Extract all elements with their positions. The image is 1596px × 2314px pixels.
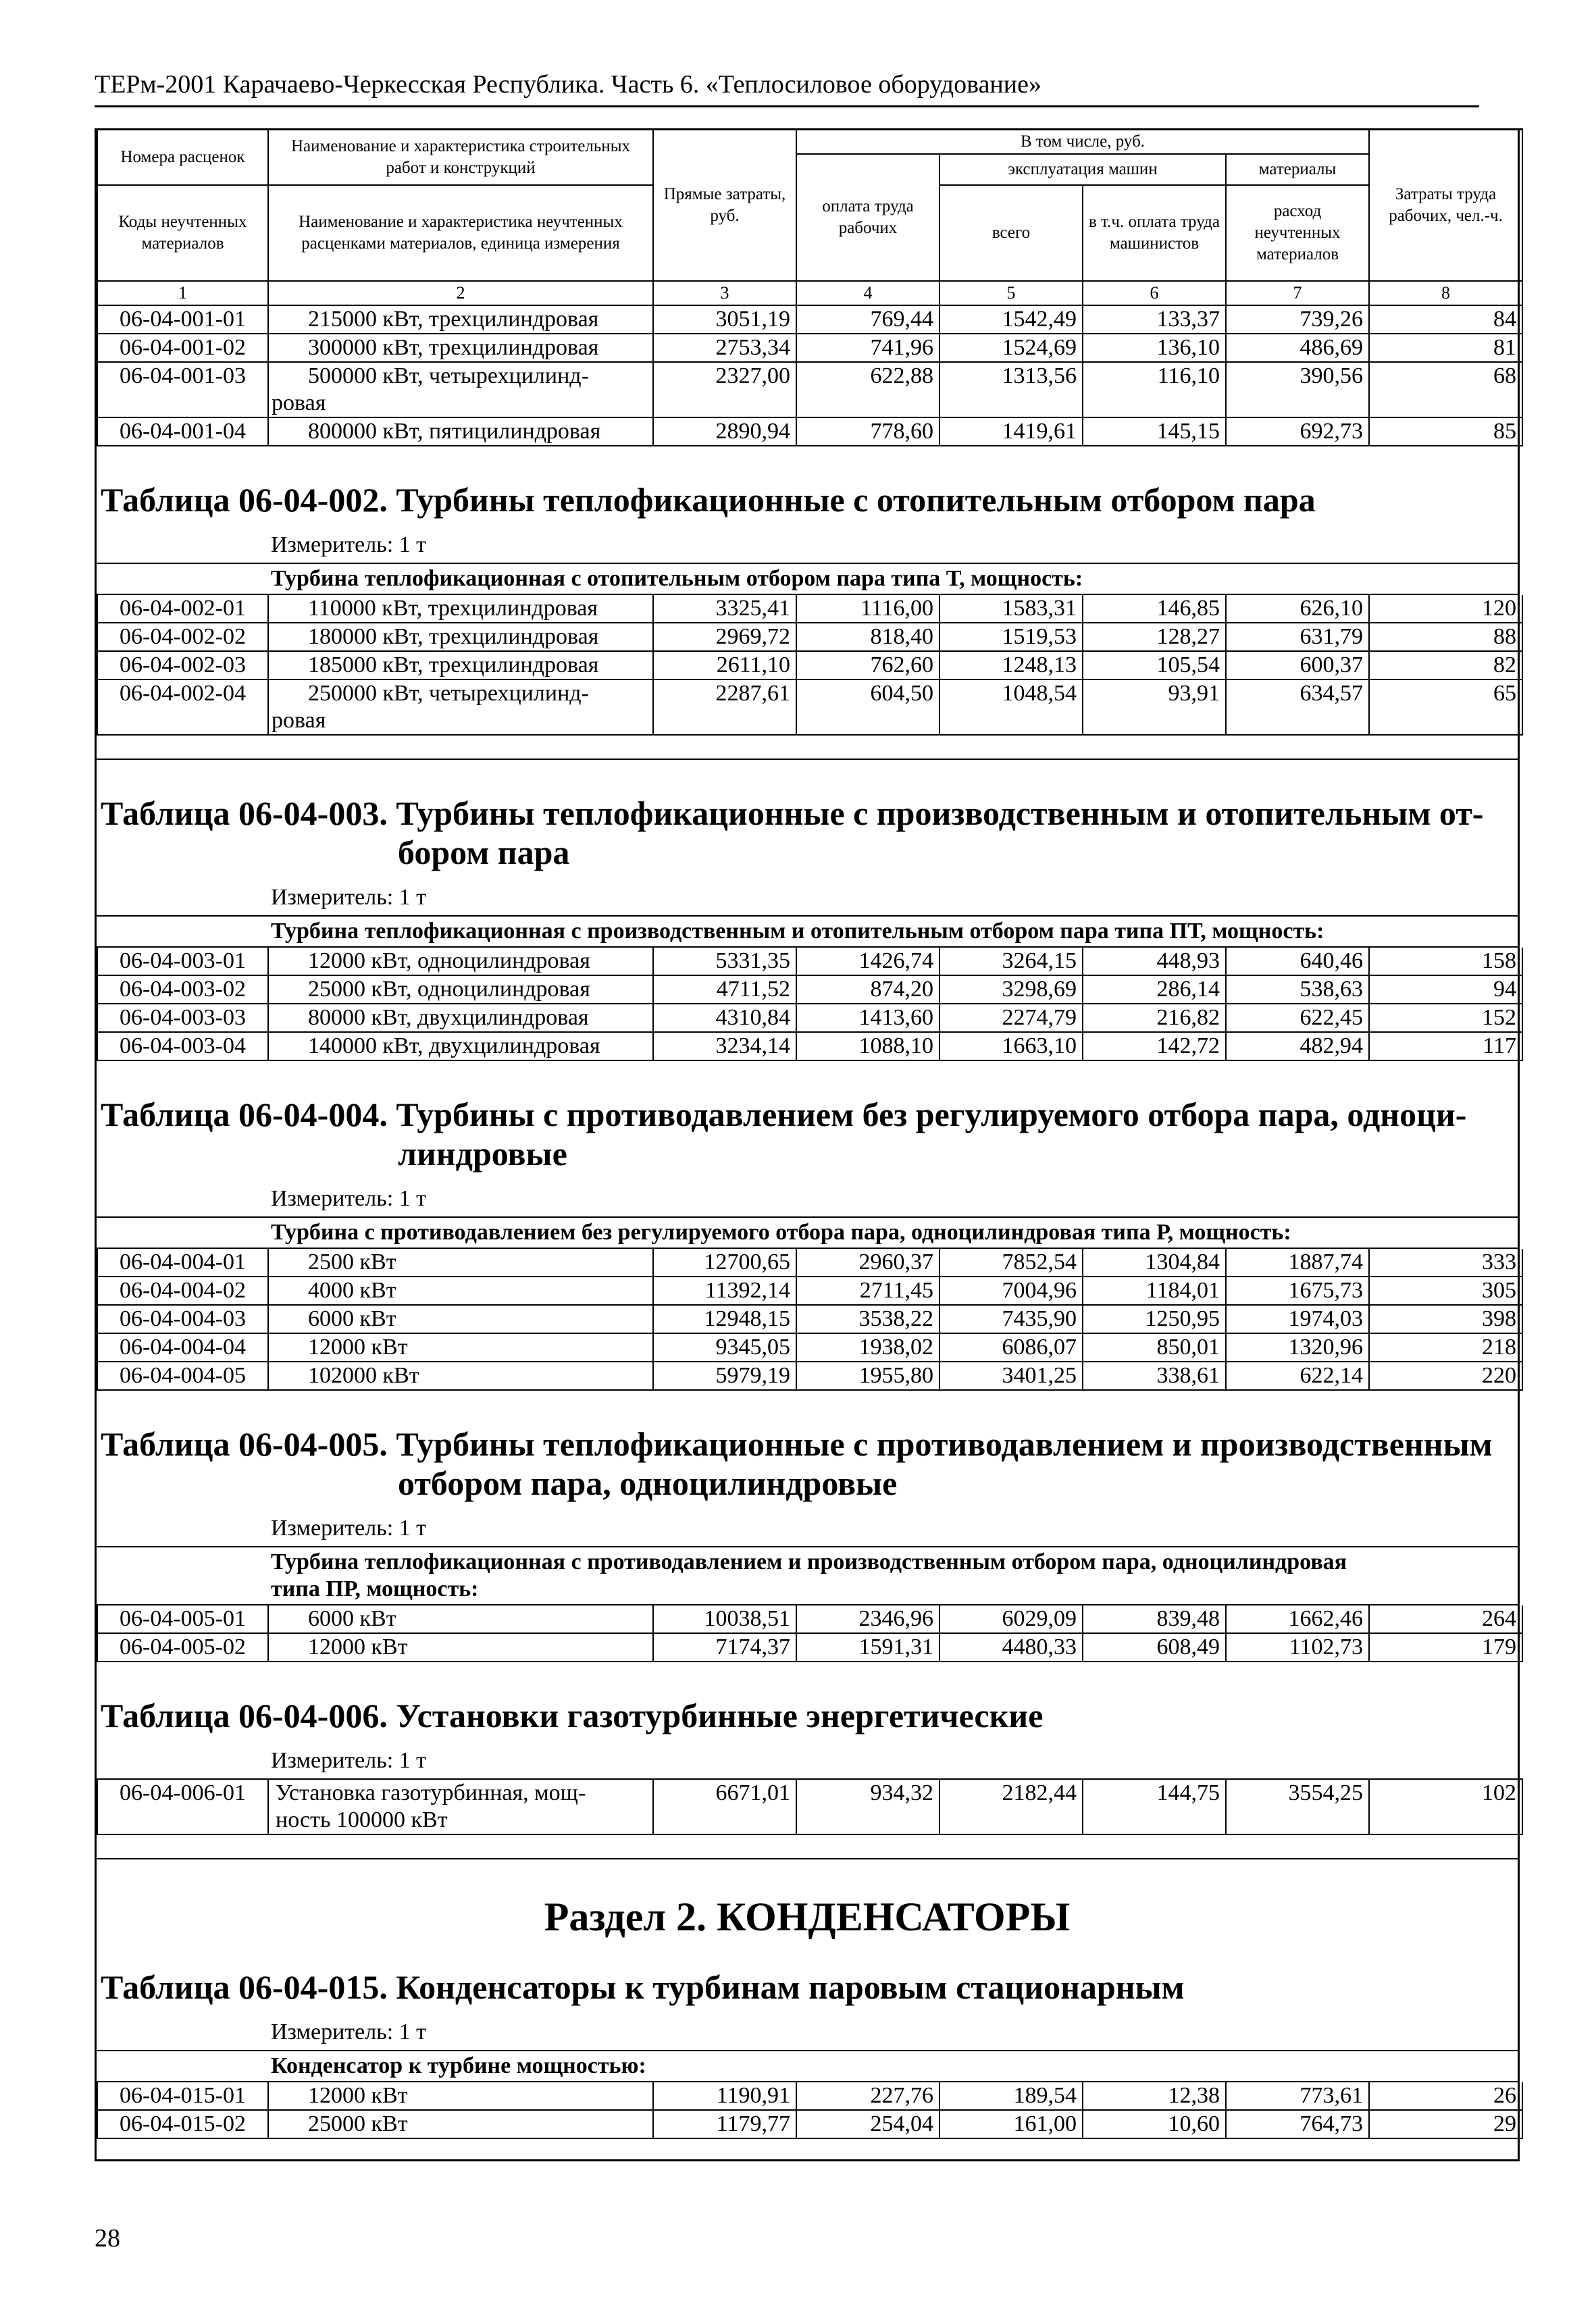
- rate-code: 06-04-005-02: [97, 1633, 268, 1662]
- table-row: [97, 1249, 1522, 1277]
- direct-costs-value: 9345,05: [653, 1333, 796, 1362]
- work-name-line: 110000 кВт, трехцилиндровая: [308, 596, 598, 621]
- machinist-pay-value: 839,48: [1083, 1605, 1226, 1633]
- header-col-number: 1: [97, 281, 268, 305]
- machine-total-value: 1583,31: [939, 595, 1083, 623]
- materials-value: 3554,25: [1226, 1779, 1369, 1834]
- labor-costs-value: 68: [1369, 362, 1522, 417]
- rate-code: 06-04-001-04: [97, 417, 268, 446]
- table-title-06-04-004: [97, 1061, 1518, 1173]
- labor-pay-value: 769,44: [796, 306, 939, 334]
- table-row: [97, 362, 1522, 417]
- labor-pay-value: 818,40: [796, 623, 939, 651]
- rate-code: 06-04-003-04: [97, 1032, 268, 1060]
- labor-costs-value: 82: [1369, 651, 1522, 679]
- work-name: [268, 362, 653, 417]
- materials-value: 622,45: [1226, 1004, 1369, 1032]
- rate-code: 06-04-004-01: [97, 1249, 268, 1277]
- work-name: [268, 1633, 653, 1662]
- labor-costs-value: 65: [1369, 679, 1522, 735]
- labor-costs-value: 264: [1369, 1605, 1522, 1633]
- work-name-line: 80000 кВт, двухцилиндровая: [308, 1005, 589, 1030]
- header-col-number: 3: [653, 281, 796, 305]
- table-row: [97, 679, 1522, 735]
- machine-total-value: 1542,49: [939, 306, 1083, 334]
- table-row: [97, 306, 1522, 334]
- machinist-pay-value: 144,75: [1083, 1779, 1226, 1834]
- measure-label: Измеритель: 1 т: [271, 1748, 427, 1773]
- machinist-pay-value: 136,10: [1083, 334, 1226, 362]
- rate-code: 06-04-002-03: [97, 651, 268, 679]
- work-name-line: 12000 кВт: [308, 2083, 408, 2108]
- labor-costs-value: 29: [1369, 2110, 1522, 2138]
- header-col-number: 6: [1083, 281, 1226, 305]
- rate-code: 06-04-004-03: [97, 1305, 268, 1333]
- direct-costs-value: 12700,65: [653, 1249, 796, 1277]
- table-title-06-04-003: [97, 759, 1518, 872]
- rate-code: 06-04-003-03: [97, 1004, 268, 1032]
- header-name-works: Наименование и характеристика строительных работ и конструкций: [268, 130, 653, 186]
- labor-costs-value: 94: [1369, 975, 1522, 1004]
- rate-code: 06-04-004-05: [97, 1362, 268, 1390]
- rate-code: 06-04-001-01: [97, 306, 268, 334]
- work-name: [268, 595, 653, 623]
- machinist-pay-value: 142,72: [1083, 1032, 1226, 1060]
- work-name-line: ность 100000 кВт: [276, 1807, 448, 1832]
- work-name: [268, 2082, 653, 2110]
- table-row: [97, 975, 1522, 1004]
- measure-label: Измеритель: 1 т: [271, 1516, 427, 1541]
- materials-value: 626,10: [1226, 595, 1369, 623]
- labor-pay-value: 1938,02: [796, 1333, 939, 1362]
- work-name: [268, 2110, 653, 2138]
- document-frame: [95, 128, 1520, 2161]
- machine-total-value: 1313,56: [939, 362, 1083, 417]
- work-name-line: 250000 кВт, четырехцилинд-: [308, 681, 589, 706]
- header-machine-total: всего: [939, 185, 1083, 281]
- work-name-line: 4000 кВт: [308, 1278, 396, 1303]
- machine-total-value: 1419,61: [939, 417, 1083, 446]
- materials-value: 482,94: [1226, 1032, 1369, 1060]
- work-name-line: 6000 кВт: [308, 1306, 396, 1331]
- work-name: [268, 1004, 653, 1032]
- work-name-line: 2500 кВт: [308, 1250, 396, 1275]
- rate-code: 06-04-001-03: [97, 362, 268, 417]
- materials-value: 764,73: [1226, 2110, 1369, 2138]
- machine-total-value: 7004,96: [939, 1277, 1083, 1305]
- table-row: [97, 1605, 1522, 1633]
- turbine-type-label: Турбина теплофикационная с производственным и отопительным отбором пара типа ПТ, мощность:: [97, 915, 1518, 948]
- labor-costs-value: 84: [1369, 306, 1522, 334]
- labor-pay-value: 1955,80: [796, 1362, 939, 1390]
- header-including: В том числе, руб.: [796, 130, 1369, 154]
- work-name-line: 300000 кВт, трехцилиндровая: [308, 335, 599, 360]
- table-row: [97, 1305, 1522, 1333]
- labor-costs-value: 158: [1369, 948, 1522, 975]
- rate-code: 06-04-003-01: [97, 948, 268, 975]
- table-row: [97, 2082, 1522, 2110]
- labor-pay-value: 934,32: [796, 1779, 939, 1834]
- header-col-number: 5: [939, 281, 1083, 305]
- table-row: [97, 1277, 1522, 1305]
- machinist-pay-value: 105,54: [1083, 651, 1226, 679]
- labor-costs-value: 81: [1369, 334, 1522, 362]
- labor-costs-value: 88: [1369, 623, 1522, 651]
- materials-value: 692,73: [1226, 417, 1369, 446]
- work-name: [268, 1779, 653, 1834]
- header-materials: материалы: [1226, 154, 1369, 186]
- table-title-06-04-006: Таблица 06-04-006. Установки газотурбинные энергетические: [101, 1697, 1044, 1734]
- header-direct-costs: Прямые затраты, руб.: [653, 130, 796, 282]
- header-material-consumption: расход неучтенных материалов: [1226, 185, 1369, 281]
- rate-code: 06-04-015-01: [97, 2082, 268, 2110]
- materials-value: 631,79: [1226, 623, 1369, 651]
- turbine-type-label: Турбина с противодавлением без регулируемого отбора пара, одноцилиндровая типа Р, мощность:: [97, 1216, 1518, 1249]
- work-name-line: 800000 кВт, пятицилиндровая: [308, 419, 601, 444]
- table-06-04-003: [97, 948, 1523, 1061]
- machinist-pay-value: 1304,84: [1083, 1249, 1226, 1277]
- work-name-line: 500000 кВт, четырехцилинд-: [308, 363, 589, 388]
- rate-code: 06-04-004-02: [97, 1277, 268, 1305]
- table-06-04-001: [97, 306, 1523, 446]
- direct-costs-value: 5331,35: [653, 948, 796, 975]
- machinist-pay-value: 286,14: [1083, 975, 1226, 1004]
- labor-costs-value: 152: [1369, 1004, 1522, 1032]
- direct-costs-value: 2753,34: [653, 334, 796, 362]
- materials-value: 773,61: [1226, 2082, 1369, 2110]
- direct-costs-value: 10038,51: [653, 1605, 796, 1633]
- table-title-06-04-005: [97, 1391, 1518, 1503]
- direct-costs-value: 6671,01: [653, 1779, 796, 1834]
- materials-value: 1320,96: [1226, 1333, 1369, 1362]
- labor-pay-value: 741,96: [796, 334, 939, 362]
- work-name-line: ровая: [272, 390, 326, 415]
- materials-value: 538,63: [1226, 975, 1369, 1004]
- measure-label: Измеритель: 1 т: [271, 885, 427, 910]
- machine-total-value: 7852,54: [939, 1249, 1083, 1277]
- table-title-line: линдровые: [398, 1135, 567, 1173]
- rate-code: 06-04-003-02: [97, 975, 268, 1004]
- table-row: [97, 1633, 1522, 1662]
- rate-code: 06-04-004-04: [97, 1333, 268, 1362]
- turbine-type-line: типа ПР, мощность:: [271, 1576, 479, 1601]
- table-06-04-015: [97, 2082, 1523, 2139]
- table-06-04-005: [97, 1605, 1523, 1662]
- machinist-pay-value: 1184,01: [1083, 1277, 1226, 1305]
- machine-total-value: 1663,10: [939, 1032, 1083, 1060]
- machine-total-value: 6029,09: [939, 1605, 1083, 1633]
- machinist-pay-value: 145,15: [1083, 417, 1226, 446]
- direct-costs-value: 4711,52: [653, 975, 796, 1004]
- header-col-number: 8: [1369, 281, 1522, 305]
- table-06-04-006: [97, 1778, 1523, 1835]
- turbine-type-line: Турбина теплофикационная с противодавлением и производственным отбором пара, одноцилиндровая: [271, 1549, 1347, 1574]
- materials-value: 1675,73: [1226, 1277, 1369, 1305]
- table-row: [97, 1362, 1522, 1390]
- labor-costs-value: 117: [1369, 1032, 1522, 1060]
- materials-value: 600,37: [1226, 651, 1369, 679]
- table-row: [97, 2110, 1522, 2138]
- column-header-table: [97, 128, 1523, 306]
- rate-code: 06-04-002-04: [97, 679, 268, 735]
- table-title-line: Таблица 06-04-003. Турбины теплофикационные с производственным и отопительным от-: [101, 794, 1484, 832]
- table-row: [97, 595, 1522, 623]
- work-name-line: 140000 кВт, двухцилиндровая: [308, 1033, 600, 1058]
- table-06-04-002: [97, 595, 1523, 736]
- machine-total-value: 7435,90: [939, 1305, 1083, 1333]
- machine-total-value: 1524,69: [939, 334, 1083, 362]
- machine-total-value: 6086,07: [939, 1333, 1083, 1362]
- direct-costs-value: 2890,94: [653, 417, 796, 446]
- labor-pay-value: 874,20: [796, 975, 939, 1004]
- work-name: [268, 1032, 653, 1060]
- machinist-pay-value: 12,38: [1083, 2082, 1226, 2110]
- work-name-line: 6000 кВт: [308, 1606, 396, 1631]
- machine-total-value: 3401,25: [939, 1362, 1083, 1390]
- rate-code: 06-04-015-02: [97, 2110, 268, 2138]
- rate-code: 06-04-005-01: [97, 1605, 268, 1633]
- table-title-line: бором пара: [398, 833, 570, 871]
- labor-costs-value: 333: [1369, 1249, 1522, 1277]
- direct-costs-value: 3325,41: [653, 595, 796, 623]
- labor-pay-value: 2711,45: [796, 1277, 939, 1305]
- direct-costs-value: 2287,61: [653, 679, 796, 735]
- materials-value: 622,14: [1226, 1362, 1369, 1390]
- table-title-line: Таблица 06-04-005. Турбины теплофикационные с противодавлением и производственным: [101, 1425, 1493, 1463]
- measure-label: Измеритель: 1 т: [271, 1186, 427, 1211]
- labor-pay-value: 2960,37: [796, 1249, 939, 1277]
- labor-pay-value: 254,04: [796, 2110, 939, 2138]
- work-name: [268, 1249, 653, 1277]
- labor-pay-value: 604,50: [796, 679, 939, 735]
- work-name-line: 25000 кВт, одноцилиндровая: [308, 977, 590, 1002]
- direct-costs-value: 4310,84: [653, 1004, 796, 1032]
- machinist-pay-value: 448,93: [1083, 948, 1226, 975]
- machinist-pay-value: 850,01: [1083, 1333, 1226, 1362]
- work-name-line: 180000 кВт, трехцилиндровая: [308, 624, 599, 649]
- table-title-line: Таблица 06-04-004. Турбины с противодавлением без регулируемого отбора пара, одноци-: [101, 1096, 1467, 1133]
- machine-total-value: 189,54: [939, 2082, 1083, 2110]
- work-name-line: ровая: [272, 708, 326, 733]
- machinist-pay-value: 93,91: [1083, 679, 1226, 735]
- labor-pay-value: 227,76: [796, 2082, 939, 2110]
- materials-value: 1102,73: [1226, 1633, 1369, 1662]
- labor-pay-value: 762,60: [796, 651, 939, 679]
- labor-costs-value: 218: [1369, 1333, 1522, 1362]
- work-name-line: 12000 кВт: [308, 1635, 408, 1660]
- table-row: [97, 1004, 1522, 1032]
- direct-costs-value: 5979,19: [653, 1362, 796, 1390]
- table-row: [97, 948, 1522, 975]
- machinist-pay-value: 1250,95: [1083, 1305, 1226, 1333]
- header-col-number: 4: [796, 281, 939, 305]
- table-title-06-04-002: Таблица 06-04-002. Турбины теплофикационные с отопительным отбором пара: [101, 481, 1316, 519]
- table-row: [97, 1032, 1522, 1060]
- table-row: [97, 623, 1522, 651]
- work-name: [268, 306, 653, 334]
- direct-costs-value: 2969,72: [653, 623, 796, 651]
- labor-costs-value: 220: [1369, 1362, 1522, 1390]
- labor-pay-value: 3538,22: [796, 1305, 939, 1333]
- header-labor-costs: Затраты труда рабочих, чел.-ч.: [1369, 130, 1522, 282]
- work-name: [268, 948, 653, 975]
- labor-pay-value: 1413,60: [796, 1004, 939, 1032]
- table-row: [97, 1333, 1522, 1362]
- labor-pay-value: 1088,10: [796, 1032, 939, 1060]
- work-name: [268, 1362, 653, 1390]
- work-name: [268, 1333, 653, 1362]
- machinist-pay-value: 128,27: [1083, 623, 1226, 651]
- work-name-line: Установка газотурбинная, мощ-: [276, 1780, 586, 1805]
- machinist-pay-value: 338,61: [1083, 1362, 1226, 1390]
- work-name: [268, 1277, 653, 1305]
- rate-code: 06-04-001-02: [97, 334, 268, 362]
- section-title-condensers: Раздел 2. КОНДЕНСАТОРЫ: [97, 1858, 1518, 1947]
- direct-costs-value: 12948,15: [653, 1305, 796, 1333]
- direct-costs-value: 3234,14: [653, 1032, 796, 1060]
- machine-total-value: 1248,13: [939, 651, 1083, 679]
- direct-costs-value: 11392,14: [653, 1277, 796, 1305]
- materials-value: 486,69: [1226, 334, 1369, 362]
- header-name-materials: Наименование и характеристика неучтенных расценками материалов, единица измерения: [268, 185, 653, 281]
- direct-costs-value: 2611,10: [653, 651, 796, 679]
- machinist-pay-value: 116,10: [1083, 362, 1226, 417]
- turbine-type-label: Конденсатор к турбине мощностью:: [97, 2050, 1518, 2082]
- table-row: [97, 417, 1522, 446]
- work-name-line: 185000 кВт, трехцилиндровая: [308, 652, 599, 677]
- header-machinist-pay: в т.ч. оплата труда машинистов: [1083, 185, 1226, 281]
- materials-value: 1887,74: [1226, 1249, 1369, 1277]
- labor-costs-value: 102: [1369, 1779, 1522, 1834]
- machine-total-value: 161,00: [939, 2110, 1083, 2138]
- work-name: [268, 1605, 653, 1633]
- machine-total-value: 3298,69: [939, 975, 1083, 1004]
- machinist-pay-value: 216,82: [1083, 1004, 1226, 1032]
- direct-costs-value: 1190,91: [653, 2082, 796, 2110]
- header-labor-pay: оплата труда рабочих: [796, 154, 939, 282]
- work-name-line: 25000 кВт: [308, 2111, 408, 2136]
- work-name-line: 12000 кВт, одноцилиндровая: [308, 948, 590, 973]
- machinist-pay-value: 146,85: [1083, 595, 1226, 623]
- work-name: [268, 417, 653, 446]
- labor-pay-value: 778,60: [796, 417, 939, 446]
- measure-label: Измеритель: 1 т: [271, 532, 427, 557]
- rate-code: 06-04-002-01: [97, 595, 268, 623]
- work-name: [268, 334, 653, 362]
- direct-costs-value: 7174,37: [653, 1633, 796, 1662]
- machinist-pay-value: 608,49: [1083, 1633, 1226, 1662]
- header-codes-materials: Коды неучтенных материалов: [97, 185, 268, 281]
- table-title-06-04-015: Таблица 06-04-015. Конденсаторы к турбинам паровым стационарным: [101, 1968, 1185, 2006]
- header-rate-numbers: Номера расценок: [97, 130, 268, 186]
- work-name-line: 215000 кВт, трехцилиндровая: [308, 307, 599, 332]
- machine-total-value: 2182,44: [939, 1779, 1083, 1834]
- page-header: ТЕРм-2001 Карачаево-Черкесская Республика. Часть 6. «Теплосиловое оборудование»: [95, 68, 1479, 107]
- machinist-pay-value: 10,60: [1083, 2110, 1226, 2138]
- work-name: [268, 623, 653, 651]
- rate-code: 06-04-002-02: [97, 623, 268, 651]
- labor-costs-value: 120: [1369, 595, 1522, 623]
- work-name: [268, 975, 653, 1004]
- work-name-line: 12000 кВт: [308, 1335, 408, 1360]
- work-name: [268, 1305, 653, 1333]
- header-col-number: 2: [268, 281, 653, 305]
- labor-costs-value: 85: [1369, 417, 1522, 446]
- table-row: [97, 334, 1522, 362]
- work-name-line: 102000 кВт: [308, 1363, 419, 1388]
- table-row: [97, 1779, 1522, 1834]
- machine-total-value: 1048,54: [939, 679, 1083, 735]
- table-row: [97, 651, 1522, 679]
- materials-value: 634,57: [1226, 679, 1369, 735]
- direct-costs-value: 1179,77: [653, 2110, 796, 2138]
- labor-costs-value: 179: [1369, 1633, 1522, 1662]
- labor-pay-value: 1426,74: [796, 948, 939, 975]
- labor-pay-value: 1116,00: [796, 595, 939, 623]
- machine-total-value: 2274,79: [939, 1004, 1083, 1032]
- materials-value: 1974,03: [1226, 1305, 1369, 1333]
- labor-pay-value: 2346,96: [796, 1605, 939, 1633]
- labor-pay-value: 622,88: [796, 362, 939, 417]
- turbine-type-label: [97, 1546, 1518, 1605]
- turbine-type-label: Турбина теплофикационная с отопительным отбором пара типа Т, мощность:: [97, 563, 1518, 595]
- materials-value: 640,46: [1226, 948, 1369, 975]
- labor-pay-value: 1591,31: [796, 1633, 939, 1662]
- page-number: 28: [95, 2224, 120, 2253]
- materials-value: 390,56: [1226, 362, 1369, 417]
- machine-total-value: 1519,53: [939, 623, 1083, 651]
- direct-costs-value: 3051,19: [653, 306, 796, 334]
- rate-code: 06-04-006-01: [97, 1779, 268, 1834]
- labor-costs-value: 26: [1369, 2082, 1522, 2110]
- table-title-line: отбором пара, одноцилиндровые: [398, 1464, 898, 1502]
- work-name: [268, 679, 653, 735]
- header-machine-operation: эксплуатация машин: [939, 154, 1226, 186]
- machinist-pay-value: 133,37: [1083, 306, 1226, 334]
- header-col-number: 7: [1226, 281, 1369, 305]
- machine-total-value: 3264,15: [939, 948, 1083, 975]
- machine-total-value: 4480,33: [939, 1633, 1083, 1662]
- table-06-04-004: [97, 1249, 1523, 1391]
- materials-value: 1662,46: [1226, 1605, 1369, 1633]
- measure-label: Измеритель: 1 т: [271, 2020, 427, 2045]
- work-name: [268, 651, 653, 679]
- direct-costs-value: 2327,00: [653, 362, 796, 417]
- materials-value: 739,26: [1226, 306, 1369, 334]
- labor-costs-value: 305: [1369, 1277, 1522, 1305]
- labor-costs-value: 398: [1369, 1305, 1522, 1333]
